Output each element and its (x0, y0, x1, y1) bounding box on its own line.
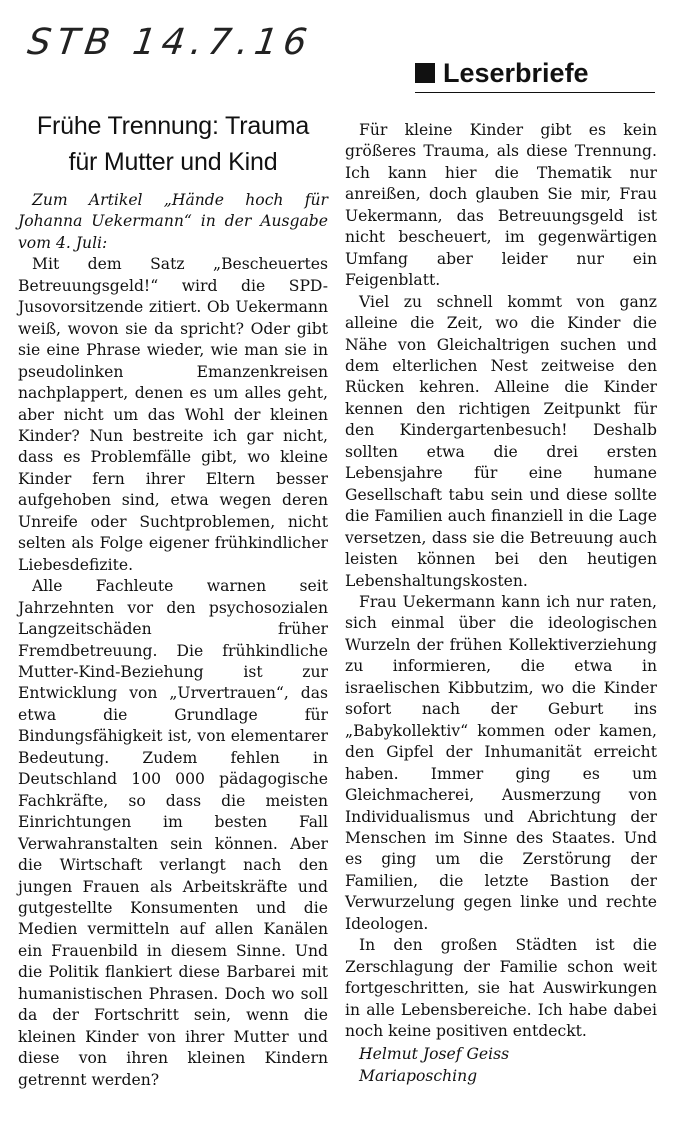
article-headline (18, 108, 328, 180)
author-location: Mariaposching (359, 1066, 478, 1085)
article-paragraph: In den großen Städten ist die Zerschlagung der Familie schon weit fortgeschritten, sie hat Auswirkungen in alle Lebensbereiche. Ich habe dabei noch keine positiven entdeckt. (345, 936, 657, 1041)
article-paragraph: Mit dem Satz „Bescheuertes Betreuungsgeld!“ wird die SPD-Jusovorsitzende zitiert. Ob Uekermann weiß, wovon sie da spricht? Oder gibt sie eine Phrase wieder, wie man sie in pseudolinken Emanzenkreisen nachplappert, denen es um alles geht, aber nicht um das Wohl der kleinen Kinder? Nun bestreite ich gar nicht, dass es Problemfälle gibt, wo kleine Kinder fern ihrer Eltern besser aufgehoben sind, etwa wegen deren Unreife oder Suchtproblemen, nicht selten als Folge eigener frühkindlicher Liebesdefizite. (18, 255, 328, 574)
article-paragraph: Für kleine Kinder gibt es kein größeres Trauma, als diese Trennung. Ich kann hier die Thematik nur anreißen, doch glauben Sie mir, Frau Uekermann, das Betreuungsgeld ist nicht bescheuert, im gegenwärtigen Umfang aber leider nur ein Feigenblatt. (345, 121, 657, 290)
article-paragraph: Viel zu schnell kommt von ganz alleine die Zeit, wo die Kinder die Nähe von Gleichaltrigen suchen und dem elterlichen Nest zeitweise den Rücken kehren. Alleine die Kinder kennen den richtigen Zeitpunkt für den Kindergartenbesuch! Deshalb sollten etwa die drei ersten Lebensjahre für eine humane Gesellschaft tabu sein und diese sollte die Familien auch finanziell in die Lage versetzen, dass sie die Betreuung auch leisten können bei den heutigen Lebenshaltungskosten. (345, 292, 657, 590)
section-label (415, 58, 589, 89)
headline-line-1: Frühe Trennung: Trauma (36, 112, 310, 140)
article-column-right (345, 120, 657, 1087)
author-name: Helmut Josef Geiss (359, 1045, 510, 1064)
handwritten-date-note: STB 14.7.16 (25, 22, 316, 63)
headline-line-2: für Mutter und Kind (68, 148, 278, 176)
article-column-left (18, 108, 328, 1091)
letter-signature (345, 1044, 657, 1087)
article-lead: Zum Artikel „Hände hoch für Johanna Uekermann“ in der Ausgabe vom 4. Juli: (18, 191, 328, 252)
section-rule (415, 92, 655, 93)
article-paragraph: Frau Uekermann kann ich nur raten, sich einmal über die ideologischen Wurzeln der frühen Kollektiverziehung zu informieren, die etwa in israelischen Kibbutzim, wo die Kinder sofort nach der Geburt ins „Babykollektiv“ kommen oder kamen, den Gipfel der Inhumanität erreicht haben. Immer ging es um Gleichmacherei, Ausmerzung von Individualismus und Abrichtung der Menschen im Sinne des Staates. Und es ging um die Zerstörung der Familien, die letzte Bastion der Verwurzelung gegen linke und rechte Ideologen. (345, 592, 657, 933)
article-paragraph: Alle Fachleute warnen seit Jahrzehnten vor den psychosozialen Langzeitschäden früher Fremdbetreuung. Die frühkindliche Mutter-Kind-Beziehung ist zur Entwicklung von „Urvertrauen“, das etwa die Grundlage für Bindungsfähigkeit ist, von elementarer Bedeutung. Zudem fehlen in Deutschland 100 000 pädagogische Fachkräfte, so dass die meisten Einrichtungen im besten Fall Verwahranstalten sein können. Aber die Wirtschaft verlangt nach den jungen Frauen als Arbeitskräfte und gutgestellte Konsumenten und die Medien vermitteln auf allen Kanälen ein Frauenbild in diesem Sinne. Und die Politik flankiert diese Barbarei mit humanistischen Phrasen. Doch wo soll da der Fortschritt sein, wenn die kleinen Kinder von ihrer Mutter und diese von ihren kleinen Kindern getrennt werden? (18, 577, 328, 1089)
section-label-text: Leserbriefe (443, 58, 589, 88)
section-square-icon (415, 63, 435, 83)
